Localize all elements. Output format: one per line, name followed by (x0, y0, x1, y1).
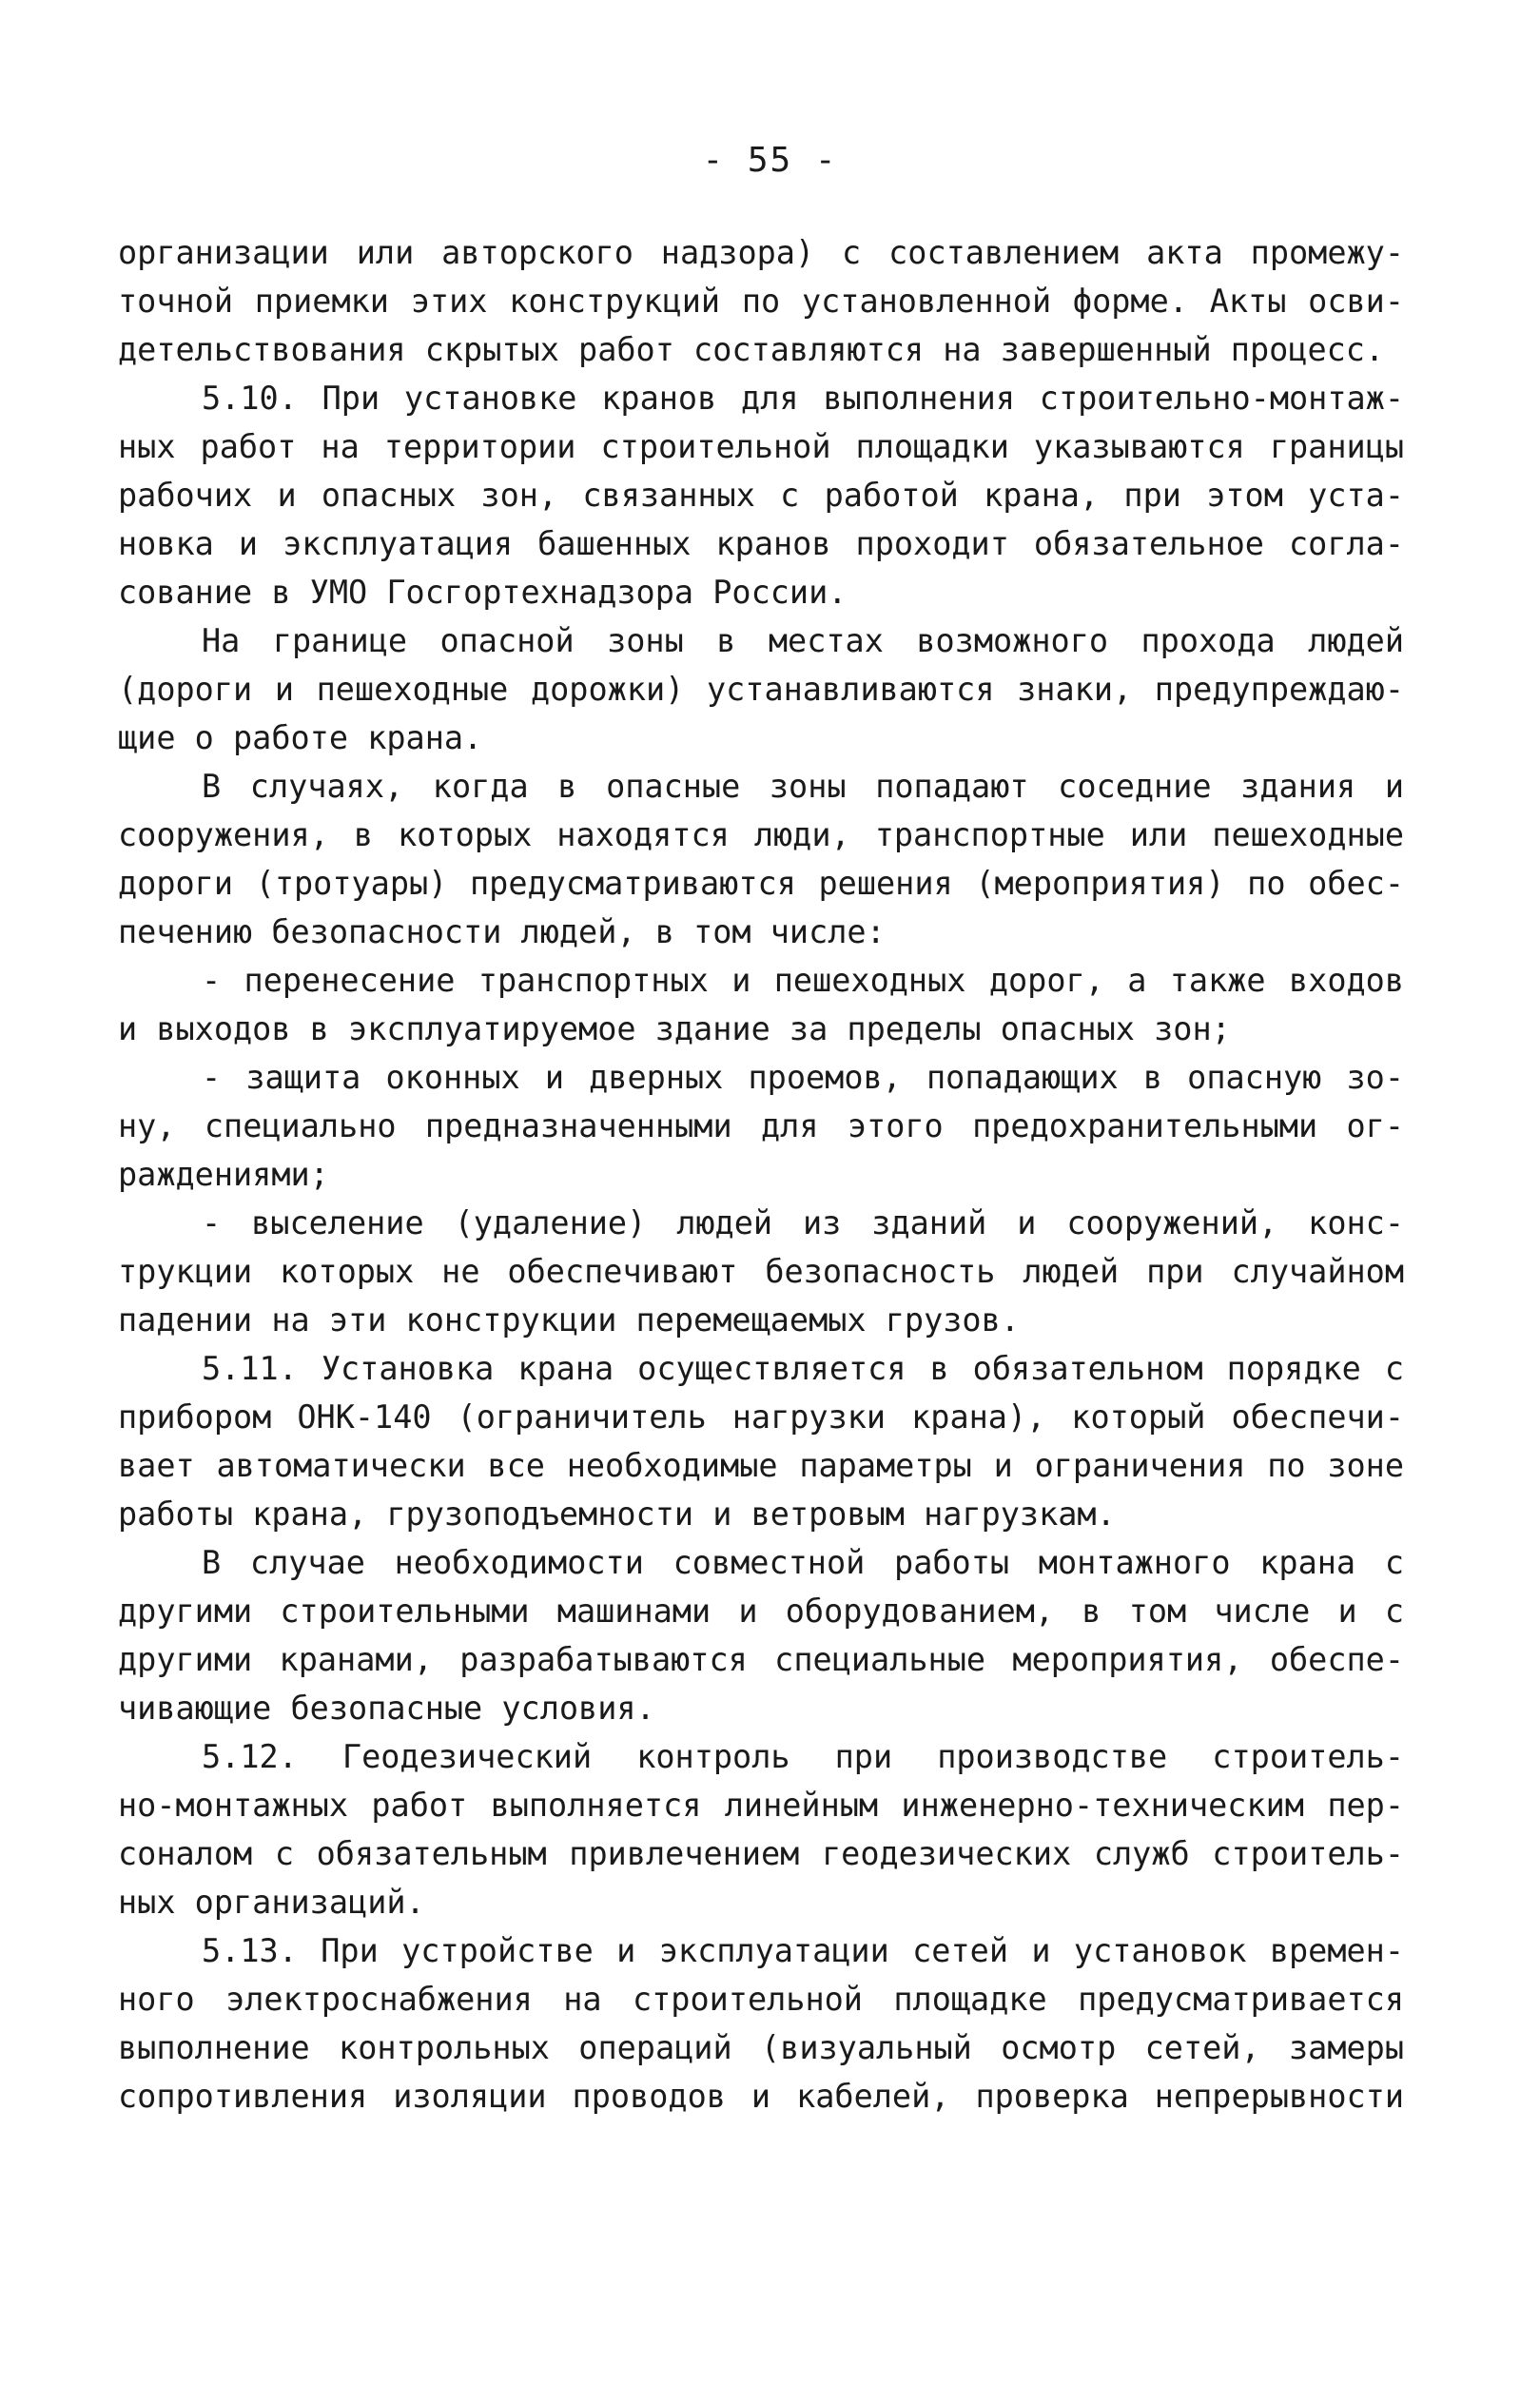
text-line: 5.10. При установке кранов для выполнения строительно-монтаж- (202, 380, 1404, 417)
text-line: прибором ОНК-140 (ограничитель нагрузки крана), который обеспечи- (118, 1398, 1404, 1436)
text-line: 5.11. Установка крана осуществляется в обязательном порядке с (202, 1350, 1404, 1387)
text-line: - перенесение транспортных и пешеходных дорог, а также входов (202, 962, 1404, 999)
text-line: сование в УМО Госгортехнадзора России. (118, 574, 848, 611)
text-line: На границе опасной зоны в местах возможного прохода людей (202, 622, 1404, 659)
text-line: но-монтажных работ выполняется линейным инженерно-техническим пер- (118, 1787, 1404, 1824)
text-line: раждениями; (118, 1156, 329, 1193)
text-line: детельствования скрытых работ составляются на завершенный процесс. (118, 331, 1385, 368)
text-line: работы крана, грузоподъемности и ветровым нагрузкам. (118, 1495, 1116, 1533)
text-line: В случае необходимости совместной работы монтажного крана с (202, 1544, 1404, 1581)
text-line: и выходов в эксплуатируемое здание за пределы опасных зон; (118, 1010, 1231, 1047)
text-line: падении на эти конструкции перемещаемых грузов. (118, 1301, 1020, 1339)
text-line: щие о работе крана. (118, 719, 483, 756)
page-number: - 55 - (702, 141, 838, 180)
text-line: трукции которых не обеспечивают безопасность людей при случайном (118, 1253, 1404, 1290)
document-body (118, 228, 1404, 2121)
text-line: сооружения, в которых находятся люди, транспортные или пешеходные (118, 816, 1404, 853)
text-line: вает автоматически все необходимые параметры и ограничения по зоне (118, 1447, 1404, 1484)
text-line: другими строительными машинами и оборудованием, в том числе и с (118, 1593, 1404, 1630)
text-line: соналом с обязательным привлечением геодезических служб строитель- (118, 1835, 1404, 1872)
text-line: 5.12. Геодезический контроль при производстве строитель- (202, 1738, 1404, 1775)
text-line: 5.13. При устройстве и эксплуатации сетей и установок времен- (202, 1932, 1404, 1969)
text-line: печению безопасности людей, в том числе: (118, 913, 886, 950)
text-line: ных работ на территории строительной площадки указываются границы (118, 428, 1404, 465)
text-line: В случаях, когда в опасные зоны попадают соседние здания и (202, 768, 1404, 805)
text-line: точной приемки этих конструкций по установленной форме. Акты осви- (118, 283, 1404, 320)
text-line: чивающие безопасные условия. (118, 1690, 655, 1727)
text-line: другими кранами, разрабатываются специальные мероприятия, обеспе- (118, 1641, 1404, 1678)
text-line: ного электроснабжения на строительной площадке предусматривается (118, 1981, 1404, 2018)
text-line: сопротивления изоляции проводов и кабелей, проверка непрерывности (118, 2078, 1404, 2115)
text-line: ных организаций. (118, 1884, 425, 1921)
text-line: дороги (тротуары) предусматриваются решения (мероприятия) по обес- (118, 865, 1404, 902)
text-line: - защита оконных и дверных проемов, попадающих в опасную зо- (202, 1059, 1404, 1096)
text-line: организации или авторского надзора) с составлением акта промежу- (118, 234, 1404, 271)
text-line: рабочих и опасных зон, связанных с работой крана, при этом уста- (118, 477, 1404, 514)
text-line: новка и эксплуатация башенных кранов проходит обязательное согла- (118, 525, 1404, 562)
text-line: выполнение контрольных операций (визуальный осмотр сетей, замеры (118, 2029, 1404, 2066)
text-line: (дороги и пешеходные дорожки) устанавливаются знаки, предупреждаю- (118, 671, 1404, 708)
text-line: ну, специально предназначенными для этого предохранительными ог- (118, 1107, 1404, 1144)
text-line: - выселение (удаление) людей из зданий и сооружений, конс- (202, 1204, 1404, 1241)
